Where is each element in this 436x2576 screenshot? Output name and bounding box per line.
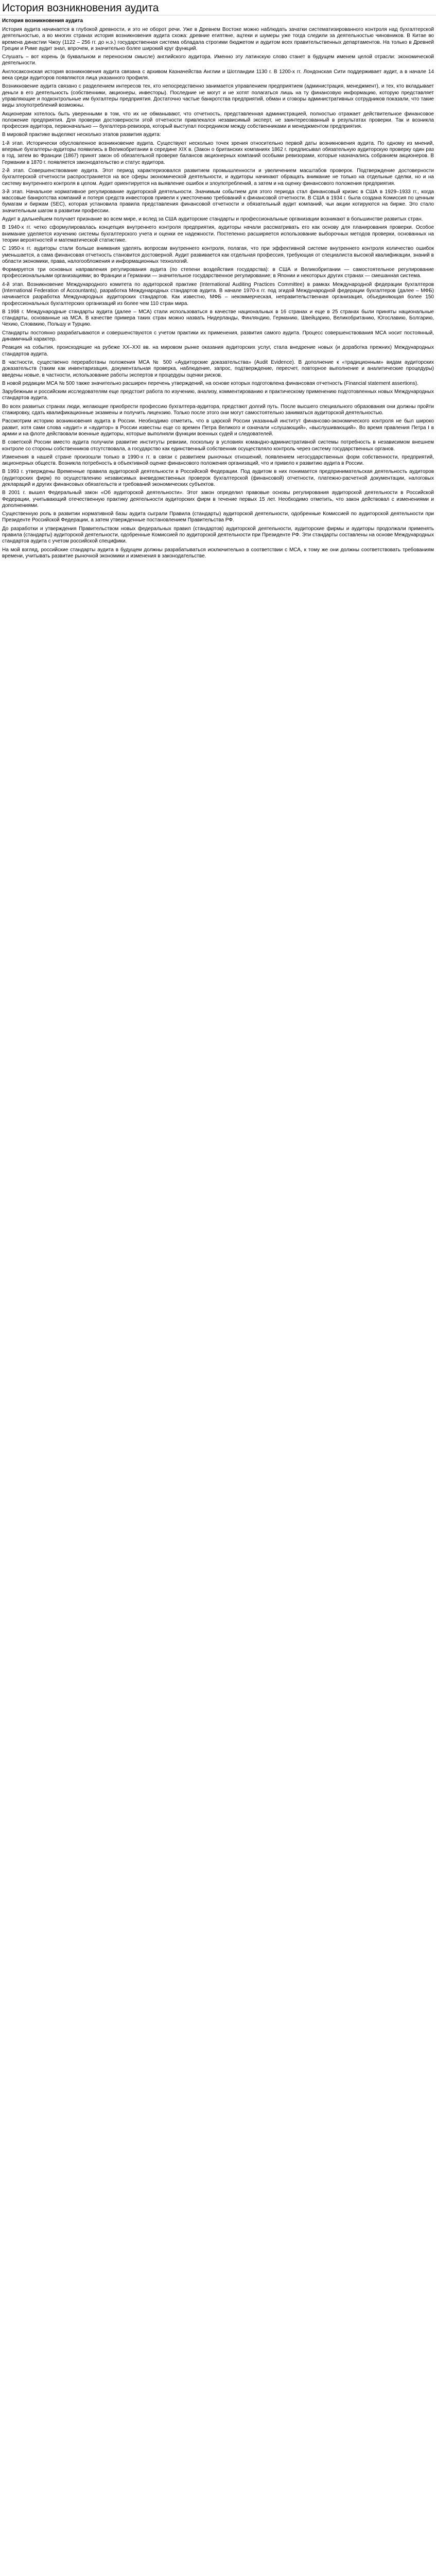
article-paragraph: 1-й этап. Исторически обусловленное возникновение аудита. Существуют несколько точек зрения относительно первой даты возникновения аудита. По одному из мнений, впервые бухгалтеры-аудиторы появились в Великобритании в середине XIX в. (Закон о британских компаниях 1862 г. предписывал обязательную аудиторскую проверку один раз в год, затем во Франции (1867) принят закон об обязательной проверке балансов акционерных компаний особыми ревизорами, которые назначались собранием акционеров. В Германии в 1870 г. появляется законодательство и статус аудитора. (2, 140, 434, 165)
article-paragraph: В 1940-х гг. четко сформулировалась концепция внутреннего контроля предприятия, аудиторы начали рассматривать его как основу для планирования проверки. Особое внимание уделяется изучению системы бухгалтерского учета и оценки ее надежности. Постепенно расширяется использование выборочных методов проверки, основанных на теории вероятностей и математической статистике. (2, 225, 434, 243)
article-paragraph: Слушать – вот корень (в буквальном и переносном смысле) английского аудитора. Именно эту латинскую слово станет в будущем именем целой отрасли: экономической деятельности. (2, 54, 434, 66)
page-header (0, 0, 436, 15)
article-paragraph: 2-й этап. Совершенствование аудита. Этот период характеризовался развитием промышленности и увеличением масштабов проверок. Подтверждение достоверности бухгалтерской отчетности распространяется на все сферы экономической деятельности, и аудиторы начинают обращать внимание не только на отдельные сделки, но и на систему внутреннего контроля в целом. Аудит ориентируется на выявление ошибок и злоупотреблений, а затем и на оценку финансового положения предприятия. (2, 167, 434, 187)
section-heading: История возникновения аудита (2, 18, 83, 24)
article-paragraph: В частности, существенно переработаны положения МСА № 500 «Аудиторские доказательства» (Audit Evidence). В дополнение к «традиционным» видам аудиторских доказательств (таким как инвентаризация, документальная проверка, наблюдение, запрос, подтверждение, пересчет, повторное выполнение и аналитические процедуры) введены новые, в частности, использование работы экспертов и процедуры оценки рисков. (2, 359, 434, 378)
article-paragraph: История аудита начинается в глубокой древности, и это не оборот речи. Уже в Древнем Востоке можно наблюдать зачатки систематизированного контроля над бухгалтерской деятельностью, а во многих странах история возникновения аудита схожа: древние египтяне, ацтеки и шумеры уже тогда следили за деятельностью чиновников. В Китае во времена династии Чжоу (1122 – 256 гг. до н.э.) государственная система обладала строгими бюджетом и аудитом всех правительственных департаментов. На только в Древней Греции и Риме аудит знал, впрочем, и значительно более широкий круг функций. (2, 27, 434, 52)
article-paragraph: На мой взгляд, российские стандарты аудита в будущем должны разрабатываться исключительно в соответствии с МСА, к тому же они должны соответствовать требованиям времени, учитывать развитие рыночной экономики и изменения в законодательстве. (2, 547, 434, 559)
article-paragraph: Возникновение аудита связано с разделением интересов тех, кто непосредственно занимается управлением предприятием (администрация, менеджмент), и тех, кто вкладывает деньги в его деятельность (собственники, акционеры, инвесторы). Последние не могут и не хотят полагаться лишь на ту финансовую информацию, которую представляет управляющие и подконтрольные им бухгалтеры предприятия. Достаточно частые банкротства предприятий, обман и сговоры административных сотрудников показали, что такие виды злоупотреблений возможны. (2, 83, 434, 109)
article-paragraph: В новой редакции МСА № 500 также значительно расширен перечень утверждений, на основе которых подготовлена финансовая отчетность (Financial statement assertions). (2, 380, 418, 386)
article-paragraph: С 1950-х гг. аудиторы стали больше внимания уделять вопросам внутреннего контроля, полагая, что при эффективной системе внутреннего контроля количество ошибок уменьшается, а сама финансовая отчетность становится достоверной. Аудит развивается как отдельная профессия, требующая от специалиста высокой квалификации, знаний в области экономики, права, налогообложения и информационных технологий. (2, 246, 434, 264)
article-paragraph: Формируется три основных направления регулирования аудита (по степени воздействия государства): в США и Великобритании — самостоятельное регулирование профессиональными организациями; во Франции и Германии — значительное государственное регулирование; в Японии и некоторых других странах — смешанная система. (2, 267, 434, 279)
article-paragraph: В советской России вместо аудита получили развитие институты ревизии, поскольку в условиях командно-административной системы потребность в независимом внешнем контроле со стороны собственников отсутствовала, а государство как единственный собственник осуществляло контроль через систему государственных органов. (2, 439, 434, 452)
article-body (0, 15, 436, 560)
article-paragraph: Акционерам хотелось быть уверенными в том, что их не обманывают, что отчетность, представленная администрацией, полностью отражает действительное финансовое положение предприятия. Для проверки достоверности этой отчетности привлекался независимый эксперт, не заинтересованный в результатах проверки. Так и возникла профессия аудитора, первоначально — бухгалтера-ревизора, который выступал посредником между собственниками и менеджментом предприятия. (2, 111, 434, 130)
article-paragraph: В 1998 г. Международные стандарты аудита (далее – МСА) стали использоваться в качестве национальных в 16 странах и еще в 25 странах были приняты национальные стандарты, основанные на МСА. В качестве примера таких стран можно назвать Нидерланды, Финляндию, Германию, Швейцарию, Великобританию, Югославию, Болгарию, Чехию, Словакию, Польшу и Турцию. (2, 309, 434, 328)
article-paragraph: В мировой практике выделяют несколько этапов развития аудита: (2, 132, 161, 138)
article-paragraph: 3-й этап. Начальное нормативное регулирование аудиторской деятельности. Значимым событием для этого периода стал финансовый кризис в США в 1929–1933 гг., когда массовые банкротства компаний и потеря средств инвесторов привели к ужесточению требований к финансовой отчетности. В США в 1934 г. была создана Комиссия по ценным бумагам и биржам (SEC), которая установила правила представления финансовой отчетности и обязательный аудит компаний, чьи акции котируются на бирже. Это стало значительным шагом в развитии профессии. (2, 189, 434, 214)
article-paragraph: Изменения в нашей стране произошли только в 1990-х гг. в связи с развитием рыночных отношений, появлением негосударственных форм собственности, предприятий, акционерных обществ. Возникла потребность в объективной оценке финансового положения организаций, что и привело к развитию аудита в России. (2, 454, 434, 467)
article-paragraph: Стандарты постоянно разрабатываются и совершенствуются с учетом практики их применения, развития самого аудита. Процесс совершенствования МСА носит постоянный, динамичный характер. (2, 330, 434, 343)
article-paragraph: Во всех развитых странах люди, желающие приобрести профессию бухгалтера-аудитора, предстают долгий путь. После высшего специального образования они должны пройти стажировку, сдать квалификационные экзамены и получить лицензию. Только после этого они могут самостоятельно заниматься аудиторской деятельностью. (2, 403, 434, 416)
article-paragraph: До разработки и утверждения Правительством новых федеральных правил (стандартов) аудиторской деятельности, аудиторские фирмы и аудиторы продолжали применять правила (стандарты) аудиторской деятельности, одобренные Комиссией по аудиторской деятельности при Президенте РФ. Эти стандарты составлены на основе Международных стандартов аудита с учетом российской специфики. (2, 526, 434, 545)
article-paragraph: В 1993 г. утверждены Временные правила аудиторской деятельности в Российской Федерации. Под аудитом в них понимается предпринимательская деятельность аудиторов (аудиторских фирм) по осуществлению независимых вневедомственных проверок бухгалтерской (финансовой) отчетности, платежно-расчетной документации, налоговых деклараций и других финансовых обязательств и требований экономических субъектов. (2, 469, 434, 487)
article-paragraph: 4-й этап. Возникновение Международного комитета по аудиторской практике (International Auditing Practices Committee) в рамках Международной федерации бухгалтеров (International Federation of Accountants), разработка Международных стандартов аудита. В начале 1970-х гг. под эгидой Международной федерации бухгалтеров (далее – МФБ) начинается разработка Международных аудиторских стандартов. Как известно, МФБ – некоммерческая, неправительственная организация, объединяющая более 150 профессиональных бухгалтерских организаций из более чем 110 стран мира. (2, 281, 434, 307)
article-paragraph: Существенную роль в развитии нормативной базы аудита сыграли Правила (стандарты) аудиторской деятельности, одобренные Комиссией по аудиторской деятельности при Президенте Российской Федерации, а затем утвержденные постановлением Правительства РФ. (2, 511, 434, 523)
page-title: История возникновения аудита (2, 2, 159, 14)
article-paragraph: Реакция на события, происходящие на рубеже XX–XXI вв. на мировом рынке оказания аудиторских услуг, стала внедрение новых (и доработка прежних) Международных стандартов аудита. (2, 345, 434, 357)
article-paragraph: Рассмотрим историю возникновения аудита в России. Необходимо отметить, что в царской России указанный институт финансово-экономического контроля не был широко развит, хотя сами слова «аудит» и «аудитор» в России известны еще со времен Петра Великого и означали «слушающий», «выслушивающий». Во время правления Петра I в армии и на флоте действовали военные аудиторы, которые выполняли функции военных судей и следователей. (2, 418, 434, 437)
article-paragraph: Аудит в дальнейшем получает признание во всем мире, и вслед за США аудиторские стандарты и профессиональные организации возникают в большинстве развитых стран. (2, 216, 423, 223)
article-paragraph: Англосаксонская история возникновения аудита связана с архивом Казначейства Англии и Шотландии 1130 г. В 1200-х гг. Лондонская Сити поддерживает аудит, а в начале 14 века среди аудиторов появляются лица указанного профиля. (2, 69, 434, 81)
article-paragraph: Зарубежным и российским исследователям еще предстоит работа по изучению, анализу, комментированию и практическому применению подготовленных новых Международных стандартов аудита. (2, 389, 434, 401)
article-paragraph: В 2001 г. вышел Федеральный закон «Об аудиторской деятельности». Этот закон определил правовые основы регулирования аудиторской деятельности в Российской Федерации, учитывающий отечественную практику деятельности аудиторских фирм в течение первых 15 лет. Необходимо отметить, что закон действовал с изменениями и дополнениями. (2, 490, 434, 509)
